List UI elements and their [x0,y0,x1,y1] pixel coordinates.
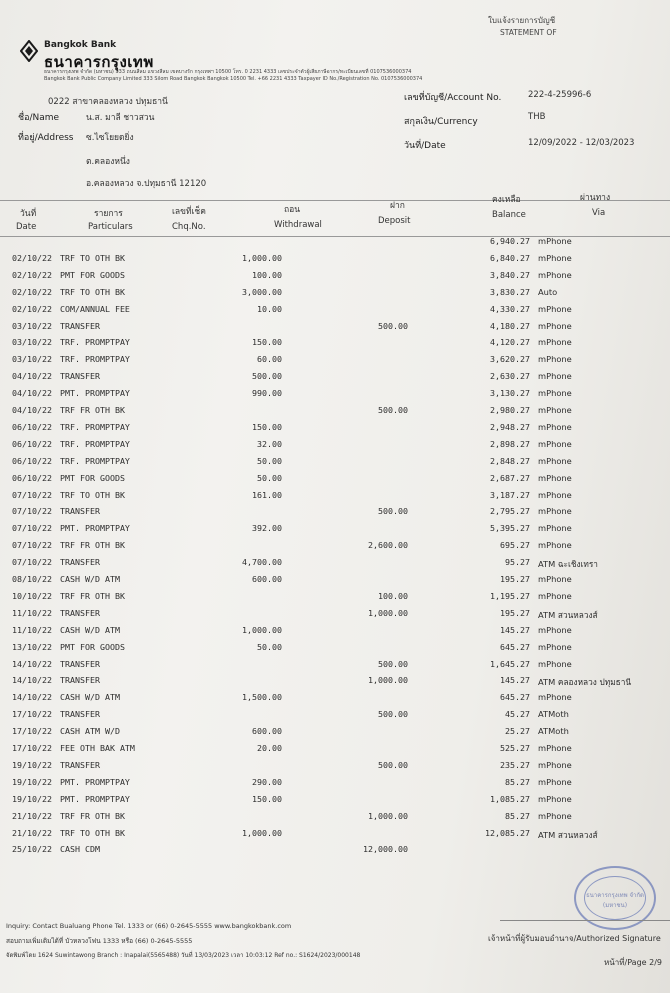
transaction-particulars: TRF FR OTH BK [60,405,125,415]
transaction-date: 06/10/22 [12,455,52,466]
account-number: 222-4-25996-6 [528,90,592,100]
transaction-via: mPhone [538,472,572,483]
transaction-balance: 2,630.27 [490,371,530,382]
transaction-particulars: TRANSFER [60,557,100,568]
table-row [0,726,670,743]
transaction-via: mPhone [538,540,572,551]
transaction-balance: 2,848.27 [490,455,530,466]
transaction-particulars: TRANSFER [60,607,100,618]
transaction-date: 21/10/22 [12,827,52,838]
transaction-particulars: PMT. PROMPTPAY [60,793,130,804]
transaction-balance: 2,898.27 [490,438,530,449]
col-via-en: Via [592,208,606,218]
transaction-withdrawal: 1,000.00 [242,624,282,635]
signature-line [500,920,670,921]
transaction-deposit: 500.00 [378,506,408,517]
table-row [0,777,670,794]
transaction-withdrawal: 150.00 [252,337,282,348]
transaction-deposit: 2,600.00 [368,540,408,551]
transaction-balance: 3,840.27 [490,269,530,280]
transaction-particulars: TRF. PROMPTPAY [60,455,130,466]
table-row [0,371,670,388]
transaction-withdrawal: 60.00 [257,354,282,365]
transaction-withdrawal: 1,000.00 [242,827,282,838]
transaction-withdrawal: 150.00 [252,421,282,432]
transaction-date: 06/10/22 [12,472,52,483]
table-row [0,574,670,591]
transaction-particulars: TRF. PROMPTPAY [60,438,130,449]
transaction-via: mPhone [538,371,572,382]
col-chq-th: เลขที่เช็ค [172,207,206,217]
table-row [0,625,670,642]
transaction-balance: 45.27 [505,709,530,720]
page-number: หน้าที่/Page 2/9 [604,958,662,967]
transaction-date: 17/10/22 [12,709,52,720]
col-balance-th: คงเหลือ [492,195,521,205]
transaction-particulars: PMT FOR GOODS [60,641,125,652]
transaction-via: mPhone [538,388,572,399]
stamp-text: ธนาคารกรุงเทพ จำกัด (มหาชน) [586,892,644,909]
currency-value: THB [528,112,546,122]
transaction-balance: 3,830.27 [490,286,530,297]
transaction-balance: 2,948.27 [490,421,530,432]
col-deposit-th: ฝาก [390,201,405,211]
transaction-balance: 1,645.27 [490,658,530,669]
transaction-via: mPhone [538,810,572,821]
transaction-balance: 235.27 [500,759,530,770]
transaction-balance: 1,195.27 [490,590,530,601]
transaction-withdrawal: 161.00 [252,489,282,500]
table-row [0,557,670,574]
table-row [0,692,670,709]
transaction-via: mPhone [538,405,572,415]
transaction-date: 07/10/22 [12,557,52,568]
transaction-date: 02/10/22 [12,303,52,314]
transaction-deposit: 500.00 [378,405,408,415]
transaction-particulars: TRF TO OTH BK [60,286,125,297]
transaction-date: 07/10/22 [12,489,52,500]
col-withdrawal-en: Withdrawal [274,220,322,230]
transaction-withdrawal: 150.00 [252,793,282,804]
transaction-withdrawal: 50.00 [257,472,282,483]
transaction-deposit: 500.00 [378,658,408,669]
transaction-balance: 4,330.27 [490,303,530,314]
transaction-date: 03/10/22 [12,337,52,348]
date-label: วันที่/Date [404,141,446,151]
transaction-via: mPhone [538,455,572,466]
customer-name: น.ส. มาลี ชาวสวน [86,113,155,123]
statement-title-th: ใบแจ้งรายการบัญชี [488,16,556,25]
transaction-deposit: 12,000.00 [363,844,408,855]
col-balance-en: Balance [492,210,526,220]
transaction-balance: 4,180.27 [490,320,530,331]
transaction-particulars: TRANSFER [60,320,100,331]
col-date-en: Date [16,222,37,232]
bank-address-en: Bangkok Bank Public Company Limited 333 Silom Road Bangkok Bangkok 10500 Tel. +66 2231 4333 Taxpayer ID No./Registration No. 0107536000374 [44,76,423,82]
table-row [0,456,670,473]
transaction-balance: 145.27 [500,624,530,635]
table-row [0,844,670,861]
statement-title-en: STATEMENT OF [500,28,557,37]
transaction-balance: 6,940.27 [490,236,530,246]
transaction-via: mPhone [538,354,572,365]
transaction-particulars: TRF. PROMPTPAY [60,421,130,432]
transaction-via: ATM ฉะเชิงเทรา [538,559,598,570]
name-label: ชื่อ/Name [18,113,60,123]
transaction-date: 19/10/22 [12,776,52,787]
transaction-withdrawal: 20.00 [257,743,282,753]
transaction-particulars: TRF TO OTH BK [60,827,125,838]
table-row [0,287,670,304]
transaction-balance: 2,795.27 [490,506,530,517]
transaction-deposit: 500.00 [378,709,408,720]
account-label: เลขที่บัญชี/Account No. [404,93,502,103]
transaction-via: mPhone [538,269,572,280]
transaction-particulars: CASH CDM [60,844,100,855]
transaction-via: ATM สวนหลวงส์ [538,609,598,620]
branch-name: 0222 สาขาคลองหลวง ปทุมธานี [48,97,168,107]
transaction-date: 07/10/22 [12,540,52,551]
transaction-balance: 3,620.27 [490,354,530,365]
table-row [0,236,670,253]
transaction-particulars: CASH W/D ATM [60,624,120,635]
transaction-via: ATM คลองหลวง ปทุมธานี [538,677,632,688]
transaction-balance: 12,085.27 [485,827,530,838]
transaction-date: 13/10/22 [12,641,52,652]
table-row [0,439,670,456]
transaction-balance: 645.27 [500,641,530,652]
transaction-deposit: 1,000.00 [368,607,408,618]
table-row [0,591,670,608]
transaction-via: mPhone [538,793,572,804]
table-row [0,743,670,760]
transaction-date: 04/10/22 [12,405,52,415]
transaction-date: 08/10/22 [12,574,52,584]
table-row [0,388,670,405]
col-via-th: ผ่านทาง [580,193,611,203]
footer-inquiry-en: Inquiry: Contact Bualuang Phone Tel. 1333 or (66) 0-2645-5555 www.bangkokbank.com [6,922,292,930]
transaction-date: 03/10/22 [12,320,52,331]
transaction-particulars: CASH ATM W/D [60,726,120,737]
transaction-balance: 85.27 [505,776,530,787]
transaction-withdrawal: 392.00 [252,523,282,534]
table-row [0,354,670,371]
transaction-via: mPhone [538,337,572,348]
table-row [0,523,670,540]
transaction-particulars: PMT. PROMPTPAY [60,523,130,534]
transaction-particulars: TRF. PROMPTPAY [60,337,130,348]
transaction-via: mPhone [538,658,572,669]
table-row [0,828,670,845]
col-chq-en: Chq.No. [172,222,206,232]
transaction-withdrawal: 100.00 [252,269,282,280]
transaction-via: mPhone [538,590,572,601]
transaction-particulars: PMT. PROMPTPAY [60,388,130,399]
table-row [0,405,670,422]
transaction-date: 17/10/22 [12,743,52,753]
transaction-date: 04/10/22 [12,388,52,399]
transaction-particulars: CASH W/D ATM [60,692,120,703]
footer-printed-by: จัดพิมพ์โดย 1624 Suwintawong Branch : Inapalai(5565488) วันที่ 13/03/2023 เวลา 10:03:12 Ref no.: S1624/2023/000148 [6,952,361,959]
transaction-withdrawal: 3,000.00 [242,286,282,297]
transaction-date: 25/10/22 [12,844,52,855]
transaction-particulars: FEE OTH BAK ATM [60,743,135,753]
transaction-balance: 2,687.27 [490,472,530,483]
transaction-balance: 25.27 [505,726,530,737]
transaction-deposit: 500.00 [378,320,408,331]
transaction-withdrawal: 50.00 [257,641,282,652]
table-row [0,270,670,287]
transaction-date: 21/10/22 [12,810,52,821]
transaction-withdrawal: 600.00 [252,574,282,584]
transaction-withdrawal: 1,500.00 [242,692,282,703]
table-row [0,794,670,811]
transaction-via: ATM สวนหลวงส์ [538,829,598,840]
transaction-balance: 1,085.27 [490,793,530,804]
transaction-via: mPhone [538,692,572,703]
table-row [0,506,670,523]
transaction-withdrawal: 290.00 [252,776,282,787]
transaction-via: mPhone [538,523,572,534]
transaction-date: 19/10/22 [12,793,52,804]
transaction-withdrawal: 600.00 [252,726,282,737]
transaction-deposit: 1,000.00 [368,675,408,686]
transaction-balance: 6,840.27 [490,252,530,263]
table-row [0,760,670,777]
transaction-date: 07/10/22 [12,523,52,534]
transaction-date: 03/10/22 [12,354,52,365]
address-line-1: ซ.ไซโยยดยิ่ง [86,133,134,143]
table-row [0,321,670,338]
transaction-particulars: TRANSFER [60,709,100,720]
transaction-date: 06/10/22 [12,421,52,432]
transaction-via: mPhone [538,252,572,263]
transaction-via: mPhone [538,776,572,787]
address-line-2: ต.คลองหนึ่ง [86,157,130,167]
transaction-particulars: TRF. PROMPTPAY [60,354,130,365]
table-row [0,709,670,726]
col-particulars-en: Particulars [88,222,133,232]
transaction-balance: 3,130.27 [490,388,530,399]
transaction-withdrawal: 500.00 [252,371,282,382]
transaction-particulars: TRANSFER [60,506,100,517]
transaction-via: mPhone [538,574,572,584]
transaction-via: mPhone [538,421,572,432]
transaction-particulars: TRF TO OTH BK [60,252,125,263]
transaction-withdrawal: 32.00 [257,438,282,449]
transaction-via: mPhone [538,641,572,652]
transaction-particulars: COM/ANNUAL FEE [60,303,130,314]
transaction-particulars: TRANSFER [60,759,100,770]
table-row [0,304,670,321]
transaction-particulars: TRF FR OTH BK [60,590,125,601]
transaction-particulars: TRF TO OTH BK [60,489,125,500]
transaction-via: mPhone [538,320,572,331]
transaction-date: 10/10/22 [12,590,52,601]
transaction-date: 04/10/22 [12,371,52,382]
transaction-date: 07/10/22 [12,506,52,517]
transaction-withdrawal: 1,000.00 [242,252,282,263]
transaction-particulars: TRF FR OTH BK [60,540,125,551]
transaction-particulars: TRANSFER [60,658,100,669]
col-withdrawal-th: ถอน [284,205,301,215]
transaction-balance: 5,395.27 [490,523,530,534]
transaction-date: 02/10/22 [12,269,52,280]
transaction-balance: 695.27 [500,540,530,551]
authorized-signature-label: เจ้าหน้าที่ผู้รับมอบอำนาจ/Authorized Signature [488,934,661,943]
transaction-particulars: PMT FOR GOODS [60,472,125,483]
transaction-date: 02/10/22 [12,286,52,297]
transaction-balance: 85.27 [505,810,530,821]
transaction-deposit: 500.00 [378,759,408,770]
footer-inquiry-th: สอบถามเพิ่มเติมได้ที่ บัวหลวงโฟน 1333 หรือ (66) 0-2645-5555 [6,937,193,945]
transaction-balance: 195.27 [500,607,530,618]
transaction-balance: 2,980.27 [490,405,530,415]
address-line-3: อ.คลองหลวง จ.ปทุมธานี 12120 [86,179,207,189]
transaction-balance: 4,120.27 [490,337,530,348]
transaction-particulars: TRF FR OTH BK [60,810,125,821]
transaction-balance: 95.27 [505,557,530,568]
transaction-balance: 3,187.27 [490,489,530,500]
currency-label: สกุลเงิน/Currency [404,117,478,127]
transaction-via: mPhone [538,438,572,449]
transaction-date: 06/10/22 [12,438,52,449]
transaction-withdrawal: 990.00 [252,388,282,399]
table-row [0,490,670,507]
col-particulars-th: รายการ [94,209,123,219]
transaction-date: 14/10/22 [12,675,52,686]
transaction-particulars: PMT. PROMPTPAY [60,776,130,787]
transaction-deposit: 1,000.00 [368,810,408,821]
transaction-via: mPhone [538,489,572,500]
bank-address-th: ธนาคารกรุงเทพ จำกัด (มหาชน) 333 ถนนสีลม แขวงสีลม เขตบางรัก กรุงเทพฯ 10500 โทร. 0 2231 4333 เลขประจำตัวผู้เสียภาษีอากร/ทะเบียนเลขที่ 0107536000374 [44,69,412,75]
transaction-withdrawal: 50.00 [257,455,282,466]
table-row [0,608,670,625]
table-row [0,473,670,490]
table-row [0,253,670,270]
table-row [0,422,670,439]
transaction-date: 14/10/22 [12,658,52,669]
transaction-via: Auto [538,286,558,297]
transaction-via: ATMoth [538,709,569,720]
col-deposit-en: Deposit [378,216,411,226]
transaction-via: mPhone [538,506,572,517]
col-date-th: วันที่ [20,209,37,219]
transaction-via: mPhone [538,759,572,770]
transaction-particulars: TRANSFER [60,675,100,686]
table-row [0,540,670,557]
transaction-withdrawal: 4,700.00 [242,557,282,568]
address-label: ที่อยู่/Address [18,133,74,143]
transaction-balance: 645.27 [500,692,530,703]
table-row [0,337,670,354]
transaction-date: 02/10/22 [12,252,52,263]
transaction-date: 17/10/22 [12,726,52,737]
table-row [0,659,670,676]
transaction-balance: 525.27 [500,743,530,753]
transaction-via: mPhone [538,624,572,635]
bank-name-th: ธนาคารกรุงเทพ [44,53,154,71]
transaction-via: mPhone [538,236,572,246]
transaction-particulars: TRANSFER [60,371,100,382]
transaction-withdrawal: 10.00 [257,303,282,314]
table-row [0,811,670,828]
bank-name-en: Bangkok Bank [44,40,117,50]
bank-logo-icon [20,40,38,62]
transaction-date: 19/10/22 [12,759,52,770]
transaction-particulars: CASH W/D ATM [60,574,120,584]
date-range: 12/09/2022 - 12/03/2023 [528,138,635,148]
transaction-date: 14/10/22 [12,692,52,703]
transaction-particulars: PMT FOR GOODS [60,269,125,280]
transaction-date: 11/10/22 [12,607,52,618]
transaction-balance: 145.27 [500,675,530,686]
transaction-via: mPhone [538,743,572,753]
transaction-balance: 195.27 [500,574,530,584]
transaction-via: ATMoth [538,726,569,737]
transaction-date: 11/10/22 [12,624,52,635]
transaction-via: mPhone [538,303,572,314]
table-row [0,642,670,659]
table-row [0,675,670,692]
header-top-rule [0,200,670,201]
transaction-deposit: 100.00 [378,590,408,601]
